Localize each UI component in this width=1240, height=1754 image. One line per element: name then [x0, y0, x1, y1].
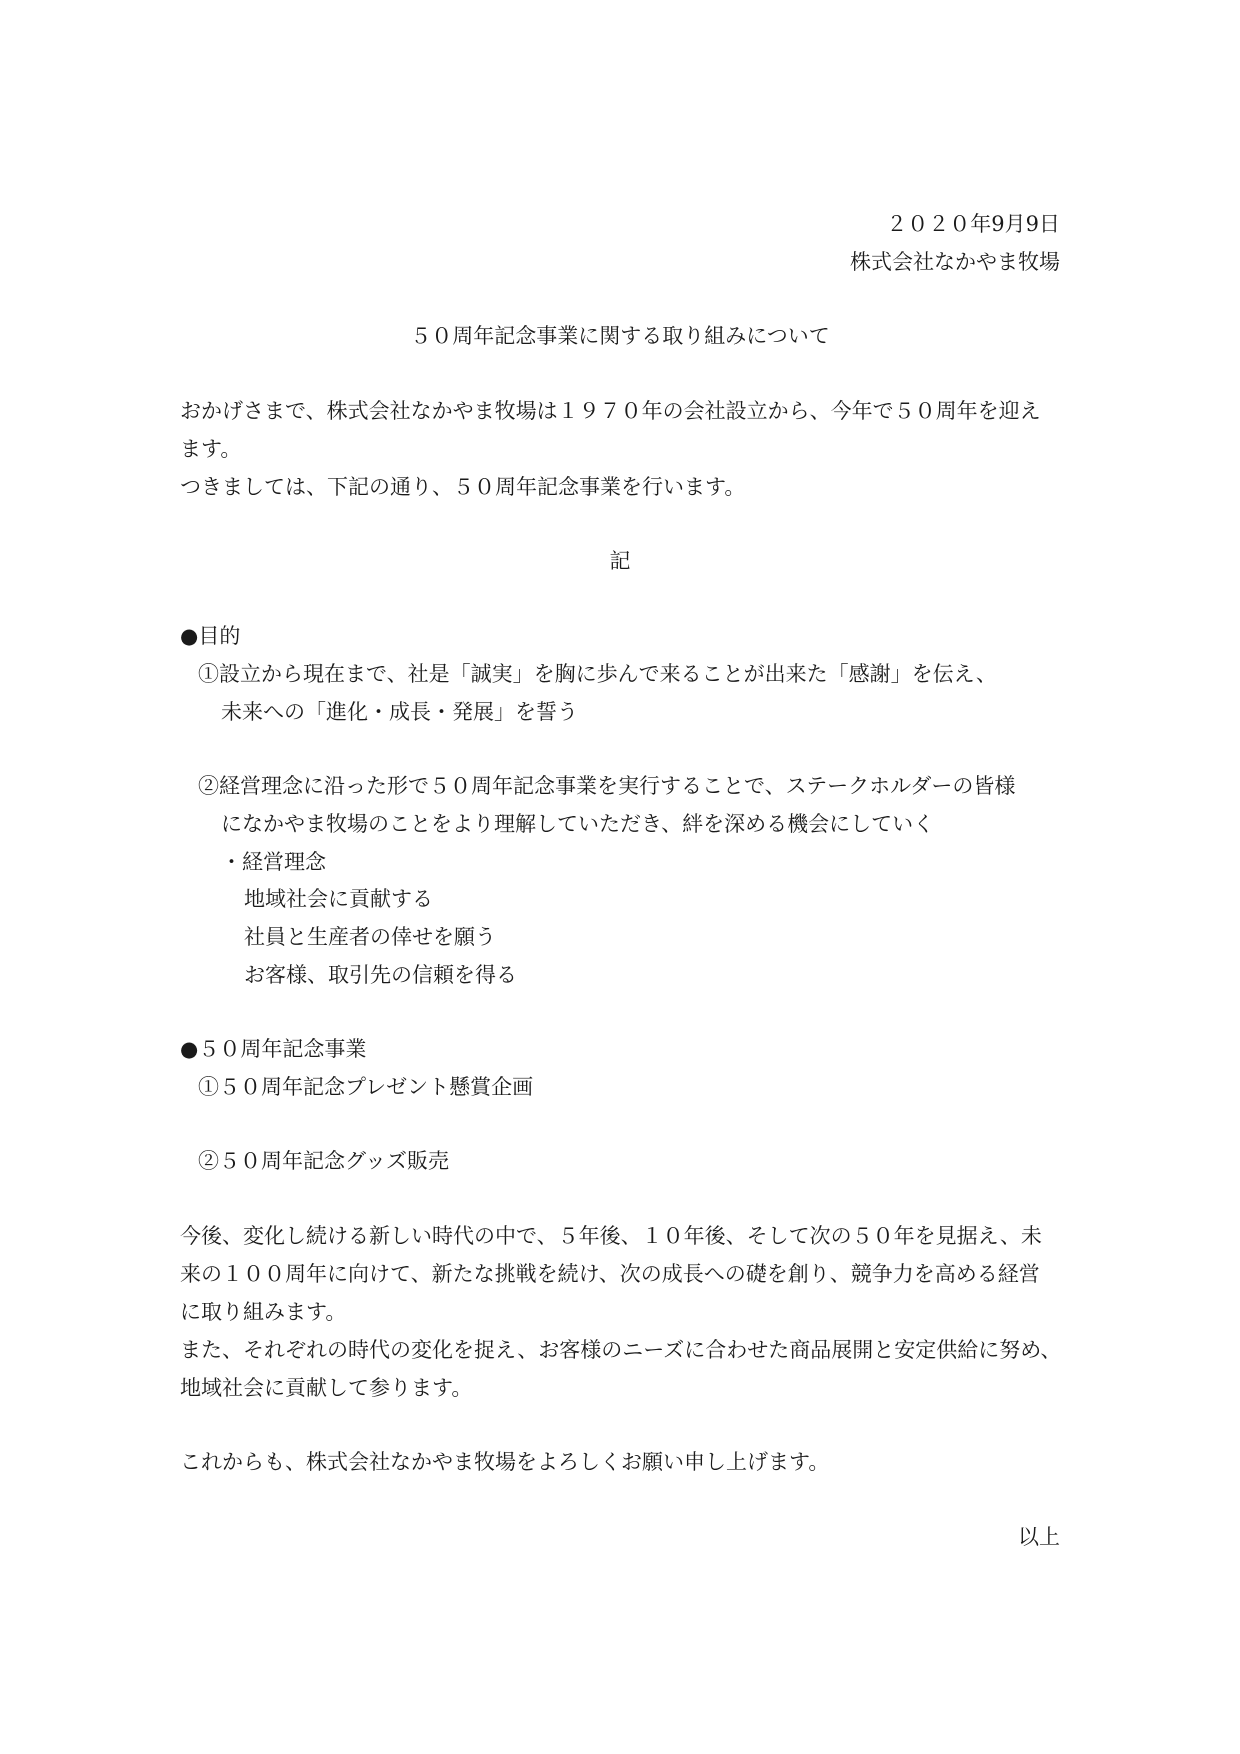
purpose-heading: ●目的	[180, 624, 241, 648]
purpose-item-1-line-1: ①設立から現在まで、社是「誠実」を胸に歩んで来ることが出来た「感謝」を伝え、	[198, 662, 997, 686]
philosophy-label: ・経営理念	[221, 850, 326, 874]
company-name: 株式会社なかやま牧場	[850, 250, 1060, 274]
intro-line-3: つきましては、下記の通り、５０周年記念事業を行います。	[180, 475, 746, 499]
projects-heading: ●５０周年記念事業	[180, 1037, 367, 1061]
ijou-marker: 以上	[1018, 1525, 1060, 1549]
closing-line-5: 地域社会に貢献して参ります。	[180, 1376, 473, 1400]
ki-marker: 記	[609, 549, 631, 573]
closing-line-6: これからも、株式会社なかやま牧場をよろしくお願い申し上げます。	[180, 1450, 830, 1474]
document-title: ５０周年記念事業に関する取り組みについて	[410, 324, 830, 348]
purpose-item-1-line-2: 未来への「進化・成長・発展」を誓う	[221, 700, 578, 724]
document-date: ２０２０年9月9日	[886, 212, 1060, 236]
closing-line-3: に取り組みます。	[180, 1300, 347, 1324]
philosophy-item-2: 社員と生産者の倖せを願う	[244, 925, 496, 949]
closing-line-2: 来の１００周年に向けて、新たな挑戦を続け、次の成長への礎を創り、競争力を高める経営	[180, 1262, 1040, 1286]
intro-line-1: おかげさまで、株式会社なかやま牧場は１９７０年の会社設立から、今年で５０周年を迎え	[180, 399, 1041, 423]
philosophy-item-3: お客様、取引先の信頼を得る	[244, 963, 517, 987]
closing-line-4: また、それぞれの時代の変化を捉え、お客様のニーズに合わせた商品展開と安定供給に努め、	[180, 1338, 1062, 1362]
project-item-1: ①５０周年記念プレゼント懸賞企画	[198, 1075, 534, 1099]
closing-line-1: 今後、変化し続ける新しい時代の中で、５年後、１０年後、そして次の５０年を見据え、未	[180, 1224, 1042, 1248]
project-item-2: ②５０周年記念グッズ販売	[198, 1149, 449, 1173]
purpose-item-2-line-1: ②経営理念に沿った形で５０周年記念事業を実行することで、ステークホルダーの皆様	[198, 774, 1016, 798]
purpose-item-2-line-2: になかやま牧場のことをより理解していただき、絆を深める機会にしていく	[221, 812, 935, 836]
intro-line-2: ます。	[180, 437, 242, 461]
philosophy-item-1: 地域社会に貢献する	[244, 887, 433, 911]
